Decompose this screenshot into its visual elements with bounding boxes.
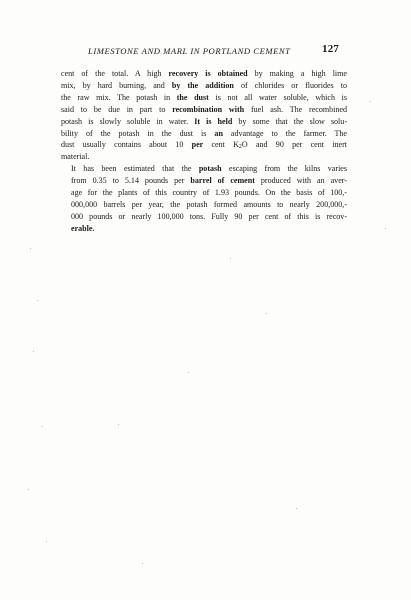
text-line: dust usually contains about 10 per cent $K_2O$ and 90 per cent inert xyxy=(61,140,347,151)
text-line: cent of the total. A high recovery is obtained by making a high lime xyxy=(61,69,347,78)
text-line xyxy=(61,223,347,235)
page-number: 127 xyxy=(322,43,340,55)
scan-speck xyxy=(37,300,38,301)
body-text xyxy=(61,68,347,235)
scan-speck xyxy=(33,351,34,352)
bold-run: potash xyxy=(198,164,222,174)
running-head: LIMESTONE AND MARL IN PORTLAND CEMENT xyxy=(88,46,291,56)
subscript: 2 xyxy=(238,144,242,151)
text-line: said to be due in part to recombination with fuel ash. The recombined xyxy=(61,104,348,114)
text-line: bility of the potash in the dust is an advantage to the farmer. The xyxy=(61,128,348,138)
bold-run: the dust xyxy=(176,92,209,102)
text-line: from 0.35 to 5.14 pounds per barrel of cement produced with an aver- xyxy=(71,176,347,186)
text-line: age for the plants of this country of 1.93 pounds. On the basis of 100,- xyxy=(71,188,347,198)
paragraph-2 xyxy=(61,163,347,234)
text-line: the raw mix. The potash in the dust is not all water soluble, which is xyxy=(61,92,347,102)
scan-speck xyxy=(188,372,189,373)
scan-speck xyxy=(296,508,297,509)
scan-speck xyxy=(46,541,47,542)
text-line: It has been estimated that the potash escaping from the kilns varies xyxy=(71,164,348,174)
text-line: 000,000 barrels per year, the potash formed amounts to nearly 200,000,- xyxy=(71,199,347,209)
text-line: material. xyxy=(61,152,90,162)
scan-speck xyxy=(385,228,386,229)
bold-run: recombination with xyxy=(172,104,245,114)
bold-run: per xyxy=(191,140,204,150)
bold-run: erable. xyxy=(71,223,95,233)
bold-run: barrel of cement xyxy=(190,176,255,186)
text-line: mix, by hard burning, and by the addition of chlorides or fluorides to xyxy=(61,80,348,90)
scan-speck xyxy=(230,258,231,259)
paragraph-1 xyxy=(61,68,347,163)
scan-speck xyxy=(266,313,267,314)
bold-run: It is held xyxy=(194,116,233,126)
bold-run: recovery is obtained xyxy=(168,69,248,78)
text-line: potash is slowly soluble in water. It is held by some that the slow solu- xyxy=(61,116,347,126)
scan-speck xyxy=(30,248,31,249)
scan-speck xyxy=(370,101,371,102)
bold-run: an xyxy=(214,128,223,138)
scan-speck xyxy=(118,424,119,425)
bold-run: by the addition xyxy=(171,80,234,90)
scan-speck xyxy=(28,489,29,490)
scan-speck xyxy=(42,426,43,427)
text-line: 000 pounds or nearly 100,000 tons. Fully 90 per cent of this is recov- xyxy=(71,211,347,221)
scan-speck xyxy=(142,563,143,564)
